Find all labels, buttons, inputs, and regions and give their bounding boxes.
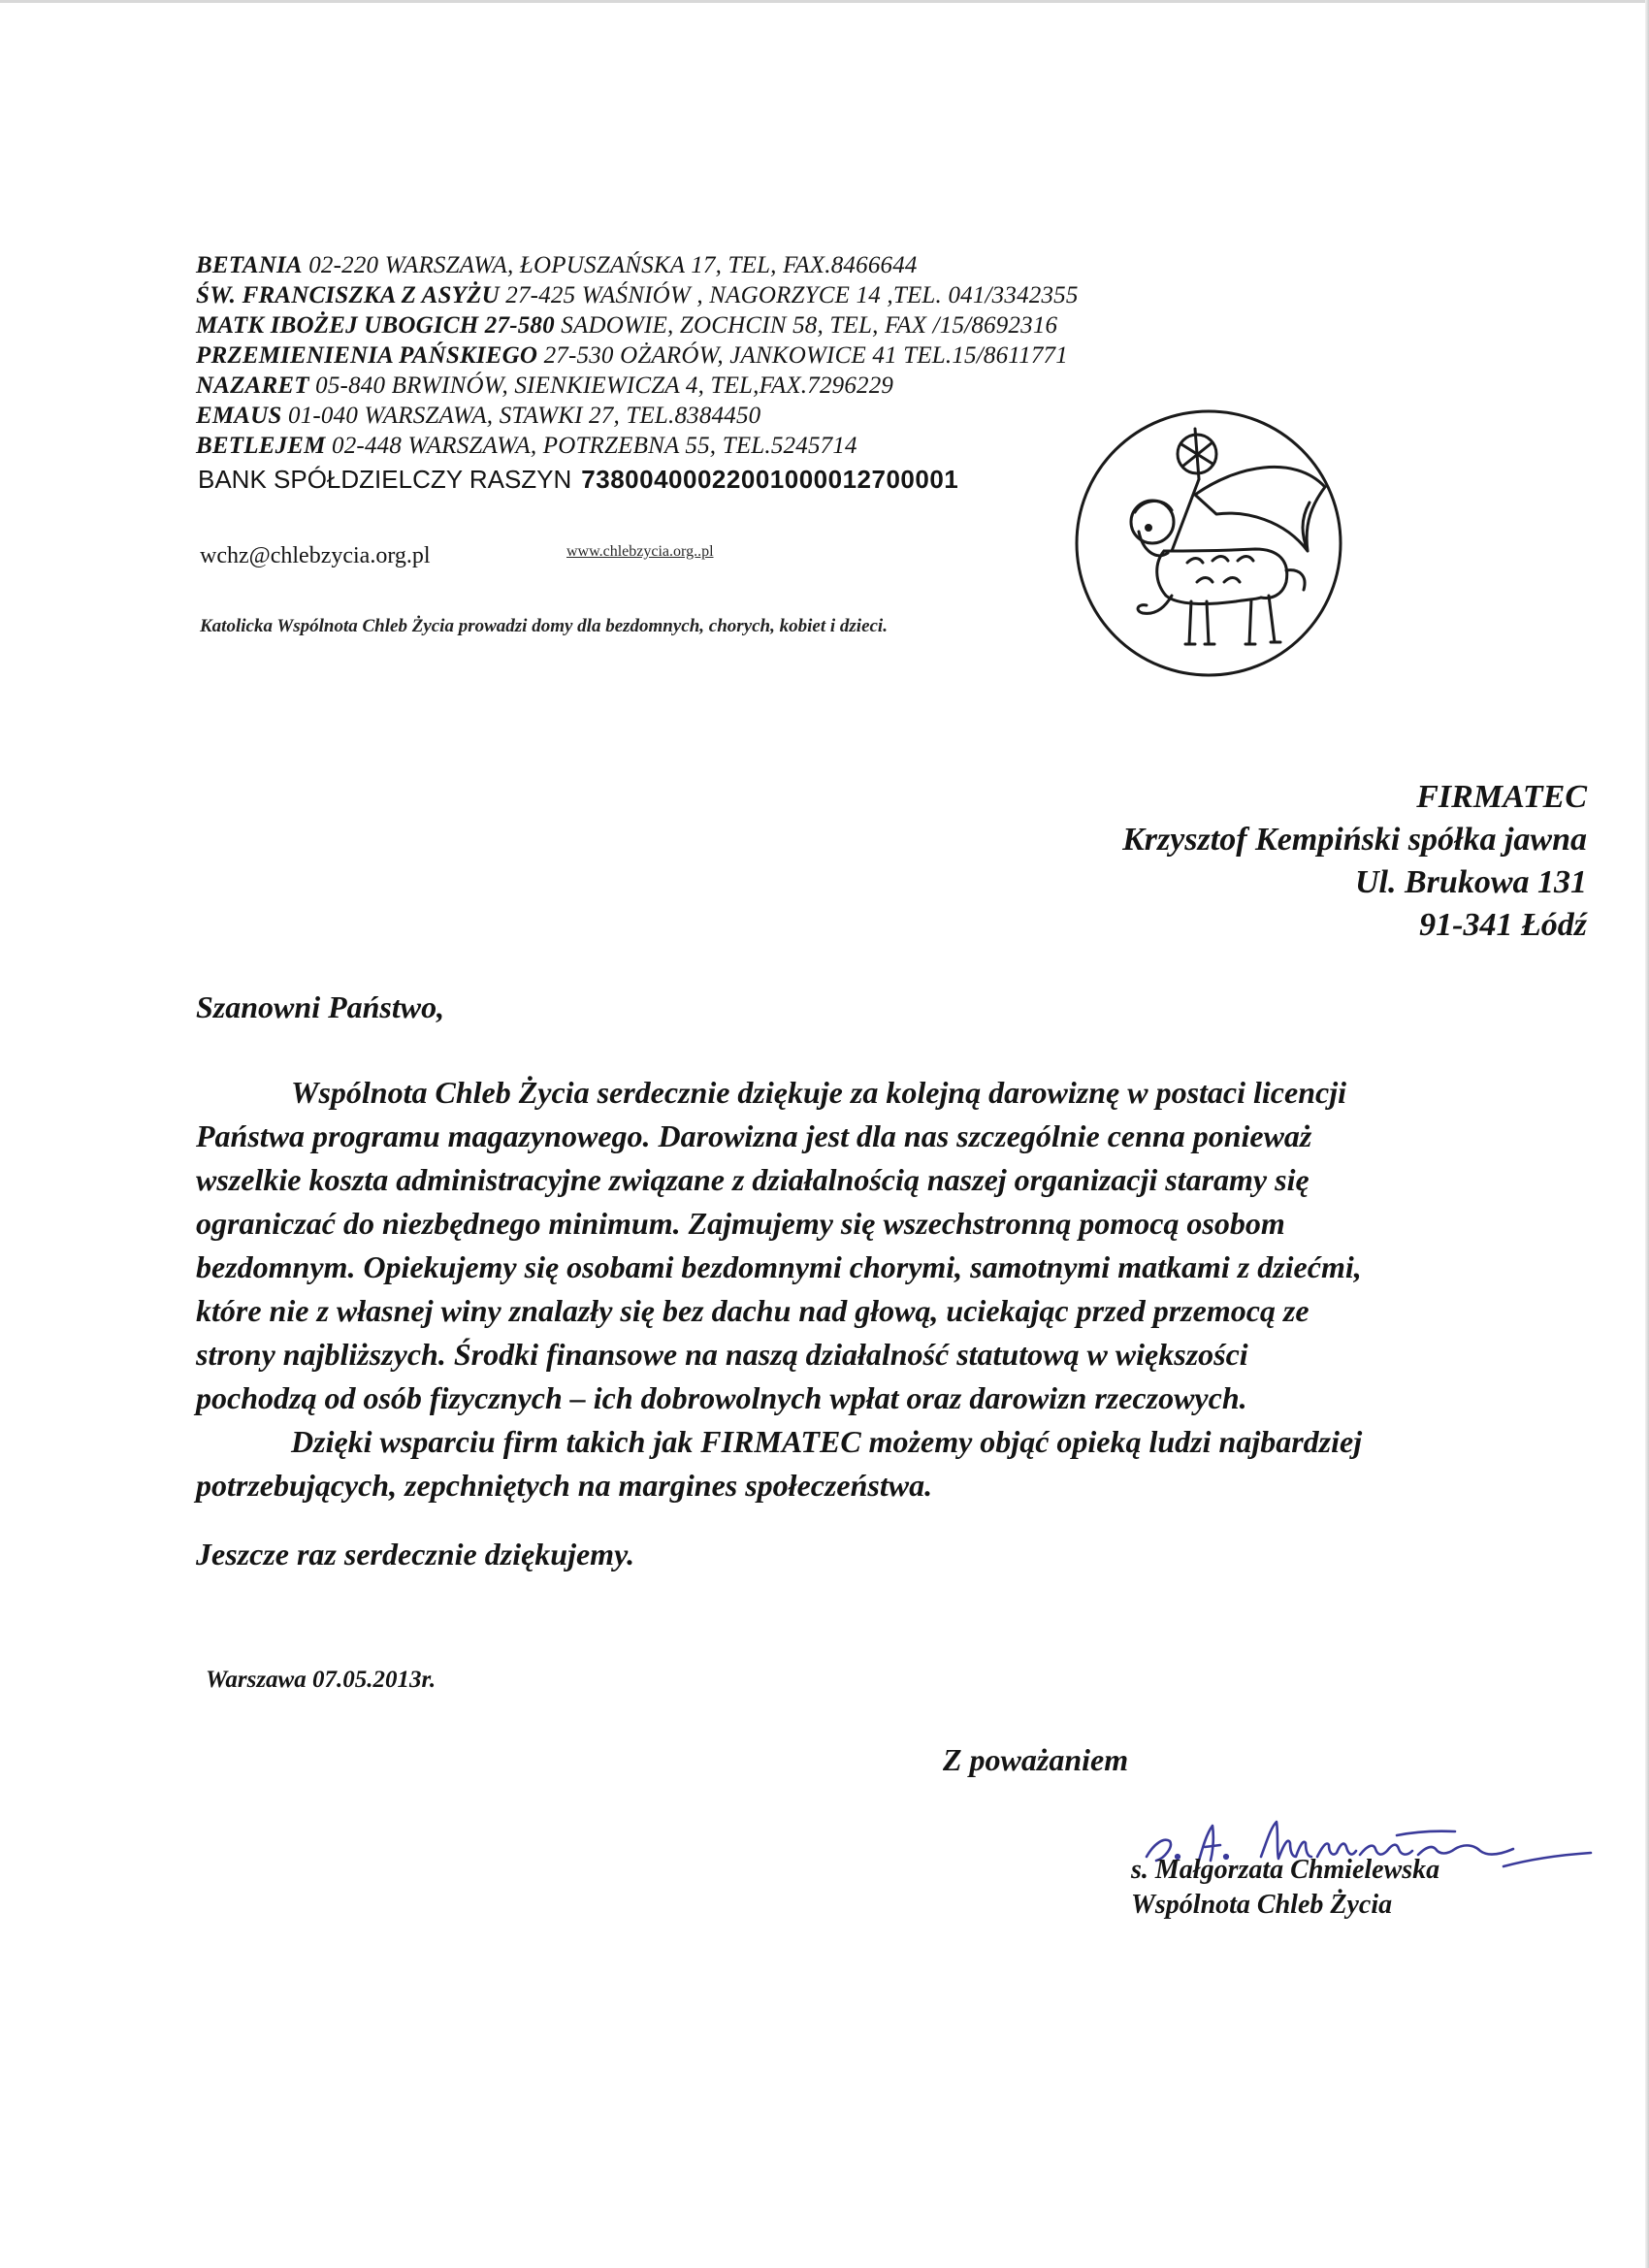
salutation: Szanowni Państwo, [196,989,445,1024]
house-line-franciszka [196,280,1127,310]
body-line: pochodzą od osób fizycznych – ich dobrowolnych wpłat oraz darowizn rzeczowych. [196,1380,1247,1415]
body-line: ograniczać do niezbędnego minimum. Zajmujemy się wszechstronną pomocą osobom [196,1206,1285,1241]
house-address: 02-448 WARSZAWA, POTRZEBNA 55, TEL.5245714 [325,433,857,459]
house-name: BETANIA [196,252,303,278]
house-name: PRZEMIENIENIA PAŃSKIEGO [196,342,538,369]
house-address: 27-425 WAŚNIÓW , NAGORZYCE 14 ,TEL. 041/3342355 [499,282,1079,308]
body-line: Państwa programu magazynowego. Darowizna jest dla nas szczególnie cenna ponieważ [196,1118,1312,1153]
bank-account-number: 73800400022001000012700001 [581,465,959,494]
recipient-company: FIRMATEC [1416,779,1587,815]
house-name: NAZARET [196,373,309,399]
house-name: EMAUS [196,403,282,429]
house-address: 02-220 WARSZAWA, ŁOPUSZAŃSKA 17, TEL, FAX.8466644 [302,252,918,278]
body-line: Wspólnota Chleb Życia serdecznie dziękuje za kolejną darowiznę w postaci licencji [291,1075,1346,1110]
recipient-owner: Krzysztof Kempiński spółka jawna [1122,822,1587,858]
house-line-nazaret [196,371,1127,401]
lamb-logo-icon [1071,405,1346,681]
scan-right-edge [1645,0,1649,2268]
body-line: potrzebujących, zepchniętych na margines społeczeństwa. [196,1468,933,1503]
house-line-matki-bozej [196,310,1127,340]
signer-organization: Wspólnota Chleb Życia [1131,1890,1393,1920]
house-address: 01-040 WARSZAWA, STAWKI 27, TEL.8384450 [281,403,761,429]
recipient-address [1122,776,1587,947]
house-name: ŚW. FRANCISZKA Z ASYŻU [196,282,500,308]
letter-body [196,1071,1593,1507]
house-name: MATK IBOŻEJ UBOGICH 27-580 [196,312,555,339]
signer-block [1131,1853,1439,1923]
recipient-city: 91-341 Łódź [1419,907,1587,943]
signer-name: s. Małgorzata Chmielewska [1131,1855,1440,1885]
scan-top-edge [0,0,1649,3]
email-address: wchz@chlebzycia.org.pl [200,543,431,568]
house-line-przemienienia [196,340,1127,371]
body-line: strony najbliższych. Środki finansowe na naszą działalność statutową w większości [196,1337,1248,1372]
house-line-betania [196,250,1127,280]
bank-line [198,463,1127,496]
organization-motto: Katolicka Wspólnota Chleb Życia prowadzi domy dla bezdomnych, chorych, kobiet i dzieci. [200,616,888,636]
website-link[interactable]: www.chlebzycia.org..pl [566,543,714,560]
house-address: 05-840 BRWINÓW, SIENKIEWICZA 4, TEL,FAX.7296229 [308,373,894,399]
body-line: Dzięki wsparciu firm takich jak FIRMATEC możemy objąć opieką ludzi najbardziej [291,1424,1363,1459]
body-line: które nie z własnej winy znalazły się bez dachu nad głową, uciekając przed przemocą ze [196,1293,1310,1328]
body-line: wszelkie koszta administracyjne związane z działalnością naszej organizacji staramy się [196,1162,1310,1197]
house-line-emaus [196,401,1127,431]
letterhead [196,250,1127,496]
bank-label: BANK SPÓŁDZIELCZY RASZYN [198,465,572,494]
house-line-betlejem [196,431,1127,461]
house-name: BETLEJEM [196,433,326,459]
house-address: 27-530 OŻARÓW, JANKOWICE 41 TEL.15/8611771 [537,342,1068,369]
house-address: SADOWIE, ZOCHCIN 58, TEL, FAX /15/8692316 [554,312,1058,339]
recipient-street: Ul. Brukowa 131 [1355,864,1587,900]
regards: Z poważaniem [943,1742,1129,1777]
closing-line: Jeszcze raz serdecznie dziękujemy. [196,1537,635,1571]
letter-date: Warszawa 07.05.2013r. [206,1667,436,1693]
body-line: bezdomnym. Opiekujemy się osobami bezdomnymi chorymi, samotnymi matkami z dziećmi, [196,1249,1362,1284]
